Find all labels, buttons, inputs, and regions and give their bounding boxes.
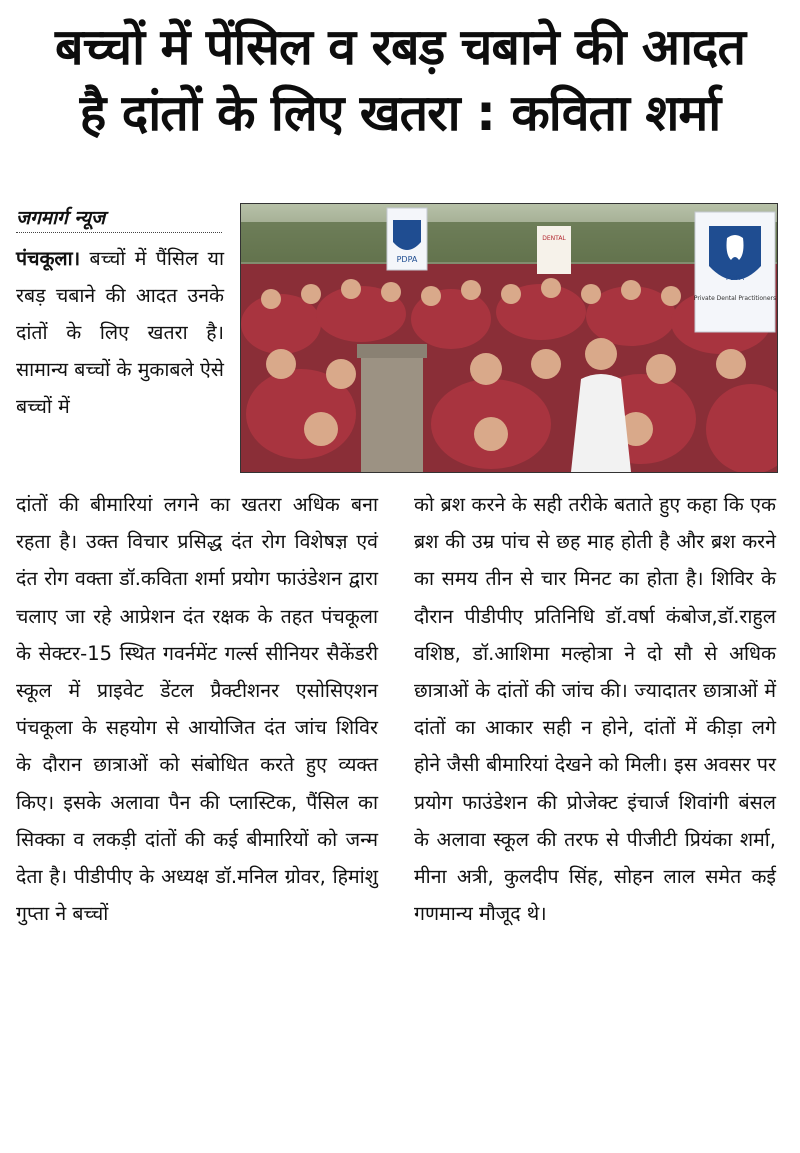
headline-line-2: है दांतों के लिए खतरा : कविता शर्मा [79,84,721,142]
news-photo [240,203,778,473]
intro-text: बच्चों में पैंसिल या रबड़ चबाने की आदत उनके दांतों के लिए खतरा है। सामान्य बच्चों के मुकाबले ऐसे बच्चों में [16,247,224,418]
banner-right-sublabel: Private Dental Practitioners [693,295,777,302]
byline: जगमार्ग न्यूज [16,204,222,233]
body-column-left: दांतों की बीमारियां लगने का खतरा अधिक बना रहता है। उक्त विचार प्रसिद्ध दंत रोग विशेषज्ञ एवं दंत रोग वक्ता डॉ.कविता शर्मा प्रयोग फाउंडेशन द्वारा चलाए जा रहे आप्रेशन दंत रक्षक के तहत पंचकूला के सेक्टर-15 स्थित गवर्नमेंट गर्ल्स सीनियर सैकेंडरी स्कूल में प्राइवेट डेंटल प्रैक्टीशनर एसोसिएशन पंचकूला के सहयोग से आयोजित दंत जांच शिविर के दौरान छात्राओं को संबोधित करते हुए व्यक्त किए। इसके अलावा पैन की प्लास्टिक, पैंसिल का सिक्का व लकड़ी दांतों की कई बीमारियों को जन्म देता है। पीडीपीए के अध्यक्ष डॉ.मनिल ग्रोवर, हिमांशु गुप्ता ने बच्चों [16,493,378,926]
intro-paragraph [16,240,224,425]
body-column-right: को ब्रश करने के सही तरीके बताते हुए कहा कि एक ब्रश की उम्र पांच से छह माह होती है और ब्रश करने का समय तीन से चार मिनट का होता है। शिविर के दौरान पीडीपीए प्रतिनिधि डॉ.वर्षा कंबोज,डॉ.राहुल वशिष्ठ, डॉ.आशिमा मल्होत्रा ने दो सौ से अधिक छात्राओं के दांतों की जांच की। ज्यादातर छात्राओं में दांतों का आकार सही न होने, दांतों में कीड़ा लगे होने जैसी बीमारियां देखने को मिली। इस अवसर पर प्रयोग फाउंडेशन की प्रोजेक्ट इंचार्ज शिवांगी बंसल के अलावा स्कूल की तरफ से पीजीटी प्रियंका शर्मा, मीना अत्री, कुलदीप सिंह, सोहन लाल समेत कई गणमान्य मौजूद थे। [414,493,776,926]
dateline: पंचकूला। [16,247,81,270]
headline-line-1: बच्चों में पेंसिल व रबड़ चबाने की आदत [55,18,745,76]
banner-left-label: PDPA [396,255,418,264]
banner-center-label: DENTAL [542,235,566,242]
students-photo-illustration [241,204,777,472]
banner-right-label: PDPA [725,274,745,282]
headline [0,14,800,146]
